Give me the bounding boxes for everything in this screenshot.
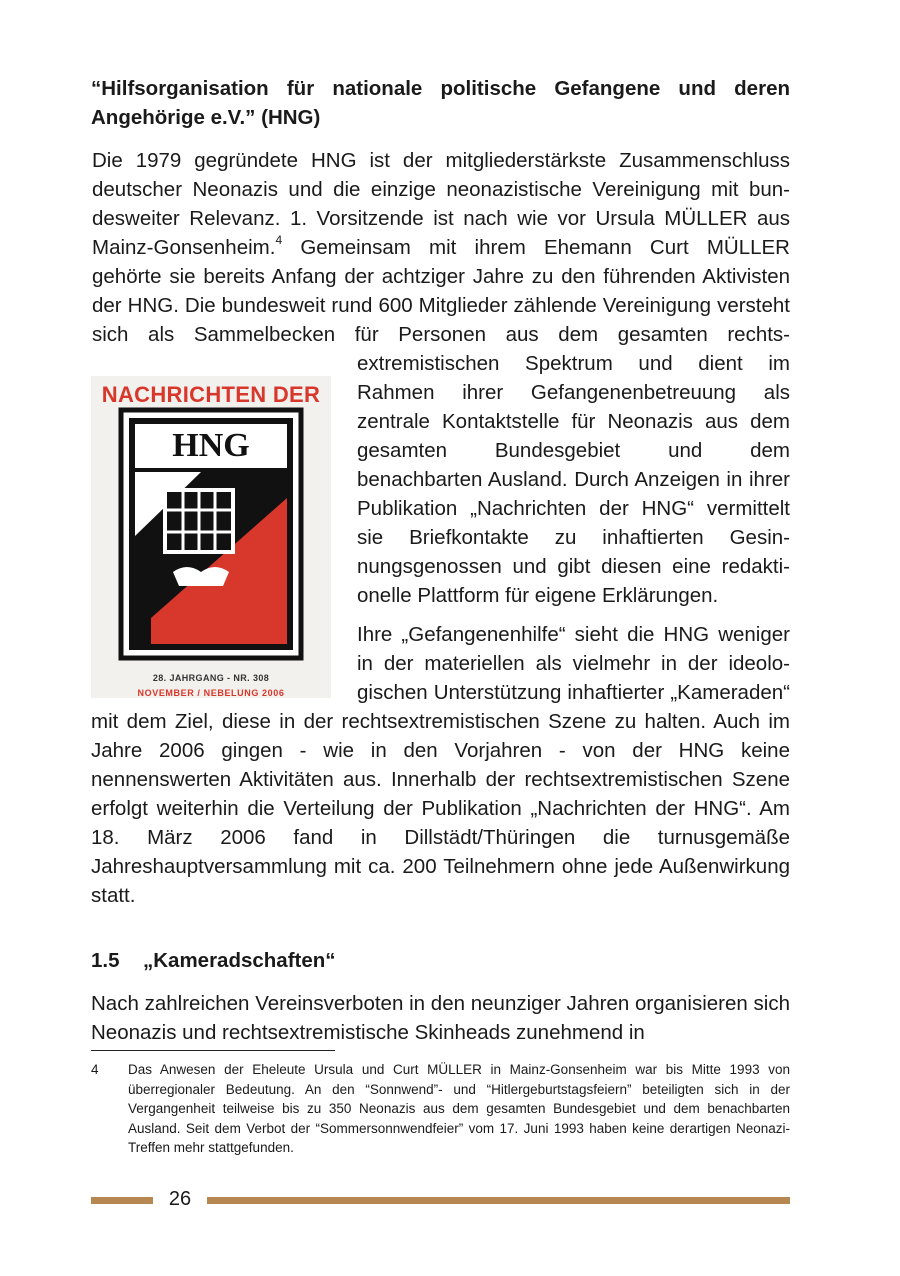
footnote [91, 1060, 790, 1158]
page-heading: “Hilfsorganisation für nationale politische Gefangene und deren Angehörige e.V.” (HNG) [91, 77, 790, 129]
footnote-reference[interactable]: 4 [275, 233, 283, 248]
page-footer [91, 1186, 790, 1212]
figure-logo-text: HNG [172, 427, 250, 464]
paragraph-3: Nach zahlreichen Vereinsverboten in den neunziger Jahren organisieren sich Neonazis und rechtsextremistische Skinheads zunehmend in [91, 992, 790, 1044]
footnote-divider [91, 1050, 335, 1051]
page-number: 26 [168, 1188, 192, 1210]
figure-date: NOVEMBER / NEBELUNG 2006 [137, 688, 285, 698]
paragraph-1-part-1: Die 1979 gegründete HNG ist der mitgliederstärkste Zusammenschluss deutscher Neonazis und die einzige neonazistische Vereinigung mit bundesweiter Relevanz. 1. Vorsitzende ist nach wie vor Ursula MÜLLER aus Mainz-Gonsenheim. [92, 149, 790, 259]
footnote-number: 4 [91, 1062, 99, 1077]
footer-bar-left [91, 1197, 153, 1204]
figure-issue: 28. JAHRGANG - NR. 308 [152, 673, 270, 683]
section-heading [91, 946, 790, 975]
hng-newsletter-cover-image [91, 376, 331, 698]
section-title: „Kameradschaften“ [143, 949, 336, 972]
footnote-text: Das Anwesen der Eheleute Ursula und Curt MÜLLER in Mainz-Gonsenheim war bis Mitte 1993 von überregionaler Bedeutung. An den “Sonnwend”- und “Hitlergeburtstagsfeiern” beteiligten sich in der Vergangenheit teilweise bis zu 350 Neonazis aus dem gesamten Bundesgebiet und dem benachbarten Ausland. Seit dem Verbot der “Sommersonnwendfeier” vom 17. Juni 1993 haben keine derartigen Neonazi-Treffen mehr stattgefunden. [128, 1062, 790, 1155]
paragraph-2: Ihre „Gefangenenhilfe“ sieht die HNG weniger in der materiellen als vielmehr in der ideologischen Unterstützung inhaftierter „Kameraden“ mit dem Ziel, diese in der rechtsextremistischen Szene zu halten. Auch im Jahre 2006 gingen - wie in den Vorjahren - von der HNG keine nennenswerten Aktivitäten aus. Innerhalb der rechtsextremistischen Szene erfolgt weiterhin die Verteilung der Publikation „Nachrichten der HNG“. Am 18. März 2006 fand in Dillstädt/Thüringen die turnusgemäße Jahreshauptversammlung mit ca. 200 Teilnehmern ohne jede Außenwirkung statt. [91, 623, 790, 907]
figure-title: NACHRICHTEN DER [101, 382, 321, 407]
paragraph-1-part-2: Gemeinsam mit ihrem Ehemann Curt MÜLLER gehörte sie bereits Anfang der achtziger Jahre zu den führenden Aktivisten der HNG. Die bundesweit rund 600 Mitglieder zählende Vereinigung versteht sich als Sammelbecken für Personen aus dem gesamten rechtsextremistischen Spektrum und dient im Rahmen ihrer Gefangenenbetreuung als zentrale Kontaktstelle für Neonazis aus dem gesamten Bundesgebiet und dem benachbarten Ausland. Durch Anzeigen in ihrer Publikation „Nachrichten der HNG“ vermittelt sie Briefkontakte zu inhaftierten Gesinnungsgenossen und gibt diesen eine redaktionelle Plattform für eigene Erklärungen. [92, 236, 790, 607]
section-number: 1.5 [91, 949, 120, 972]
page-content [91, 74, 790, 1047]
footer-bar-right [207, 1197, 790, 1204]
paragraph-1 [91, 146, 790, 698]
